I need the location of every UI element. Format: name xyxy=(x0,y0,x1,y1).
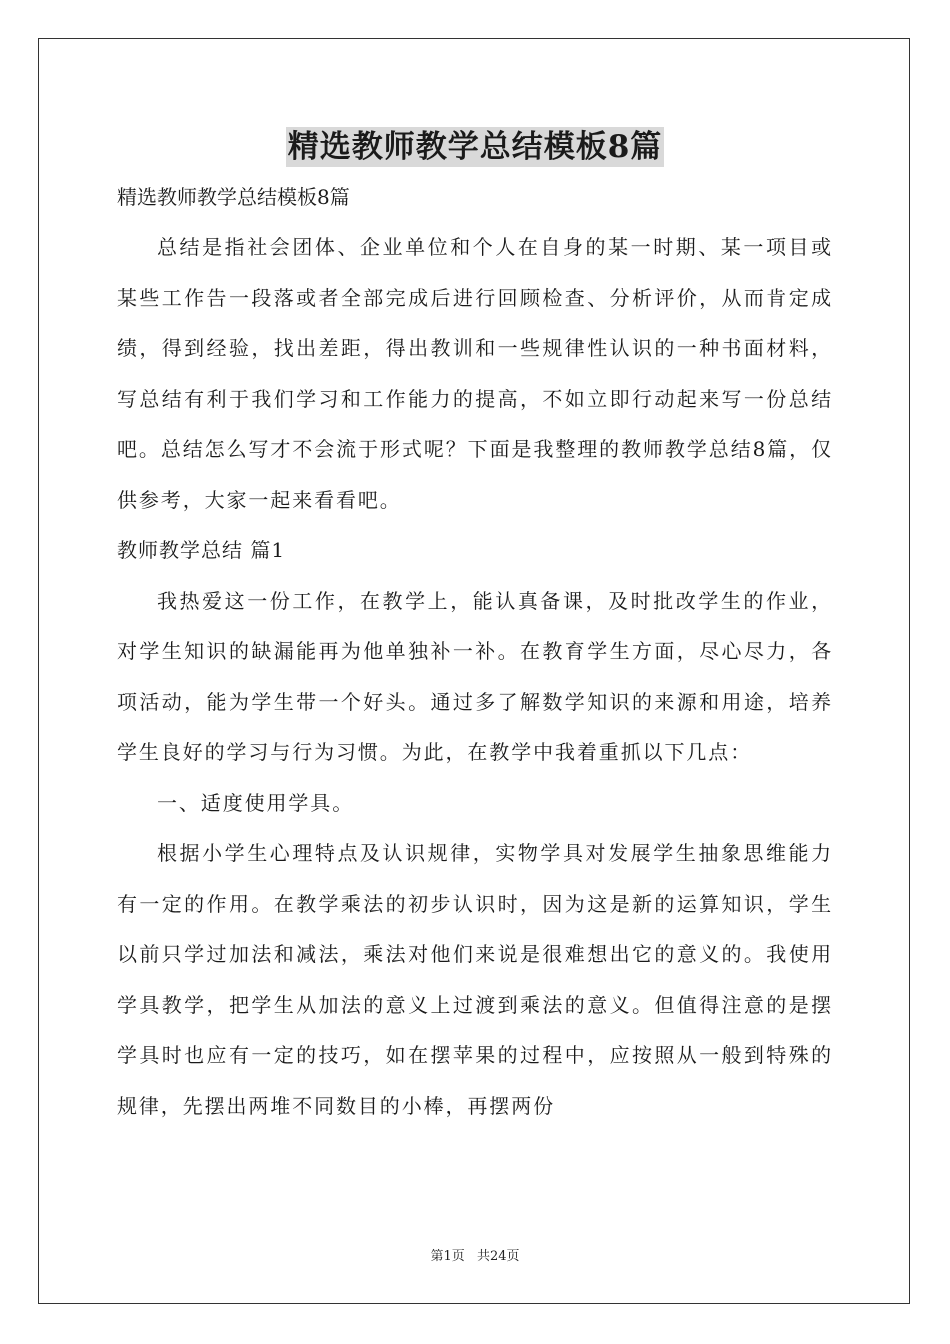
page-total: 共24页 xyxy=(476,1249,520,1264)
section-heading: 教师教学总结 篇1 xyxy=(117,538,286,562)
page-number: 第1页 xyxy=(430,1249,465,1264)
title-block xyxy=(117,120,833,172)
document-subtitle: 精选教师教学总结模板8篇 xyxy=(117,185,350,209)
page-footer xyxy=(0,1245,950,1264)
document-title: 精选教师教学总结模板8篇 xyxy=(287,128,663,165)
body-paragraph: 我热爱这一份工作，在教学上，能认真备课，及时批改学生的作业，对学生知识的缺漏能再为他单独补一补。在教育学生方面，尽心尽力，各项活动，能为学生带一个好头。通过多了解数学知识的来源和用途，培养学生良好的学习与行为习惯。为此，在教学中我着重抓以下几点： xyxy=(117,588,833,764)
subsection-heading: 一、适度使用学具。 xyxy=(157,790,355,815)
body-paragraph: 根据小学生心理特点及认识规律，实物学具对发展学生抽象思维能力有一定的作用。在教学乘法的初步认识时，因为这是新的运算知识，学生以前只学过加法和减法，乘法对他们来说是很难想出它的意义的。我使用学具教学，把学生从加法的意义上过渡到乘法的意义。但值得注意的是摆学具时也应有一定的技巧，如在摆苹果的过程中，应按照从一般到特殊的规律，先摆出两堆不同数目的小棒，再摆两份 xyxy=(117,841,833,1118)
document-body xyxy=(117,120,833,1131)
intro-paragraph: 总结是指社会团体、企业单位和个人在自身的某一时期、某一项目或某些工作告一段落或者全部完成后进行回顾检查、分析评价，从而肯定成绩，得到经验，找出差距，得出教训和一些规律性认识的一种书面材料，写总结有利于我们学习和工作能力的提高，不如立即行动起来写一份总结吧。总结怎么写才不会流于形式呢？下面是我整理的教师教学总结8篇，仅供参考，大家一起来看看吧。 xyxy=(117,235,833,512)
